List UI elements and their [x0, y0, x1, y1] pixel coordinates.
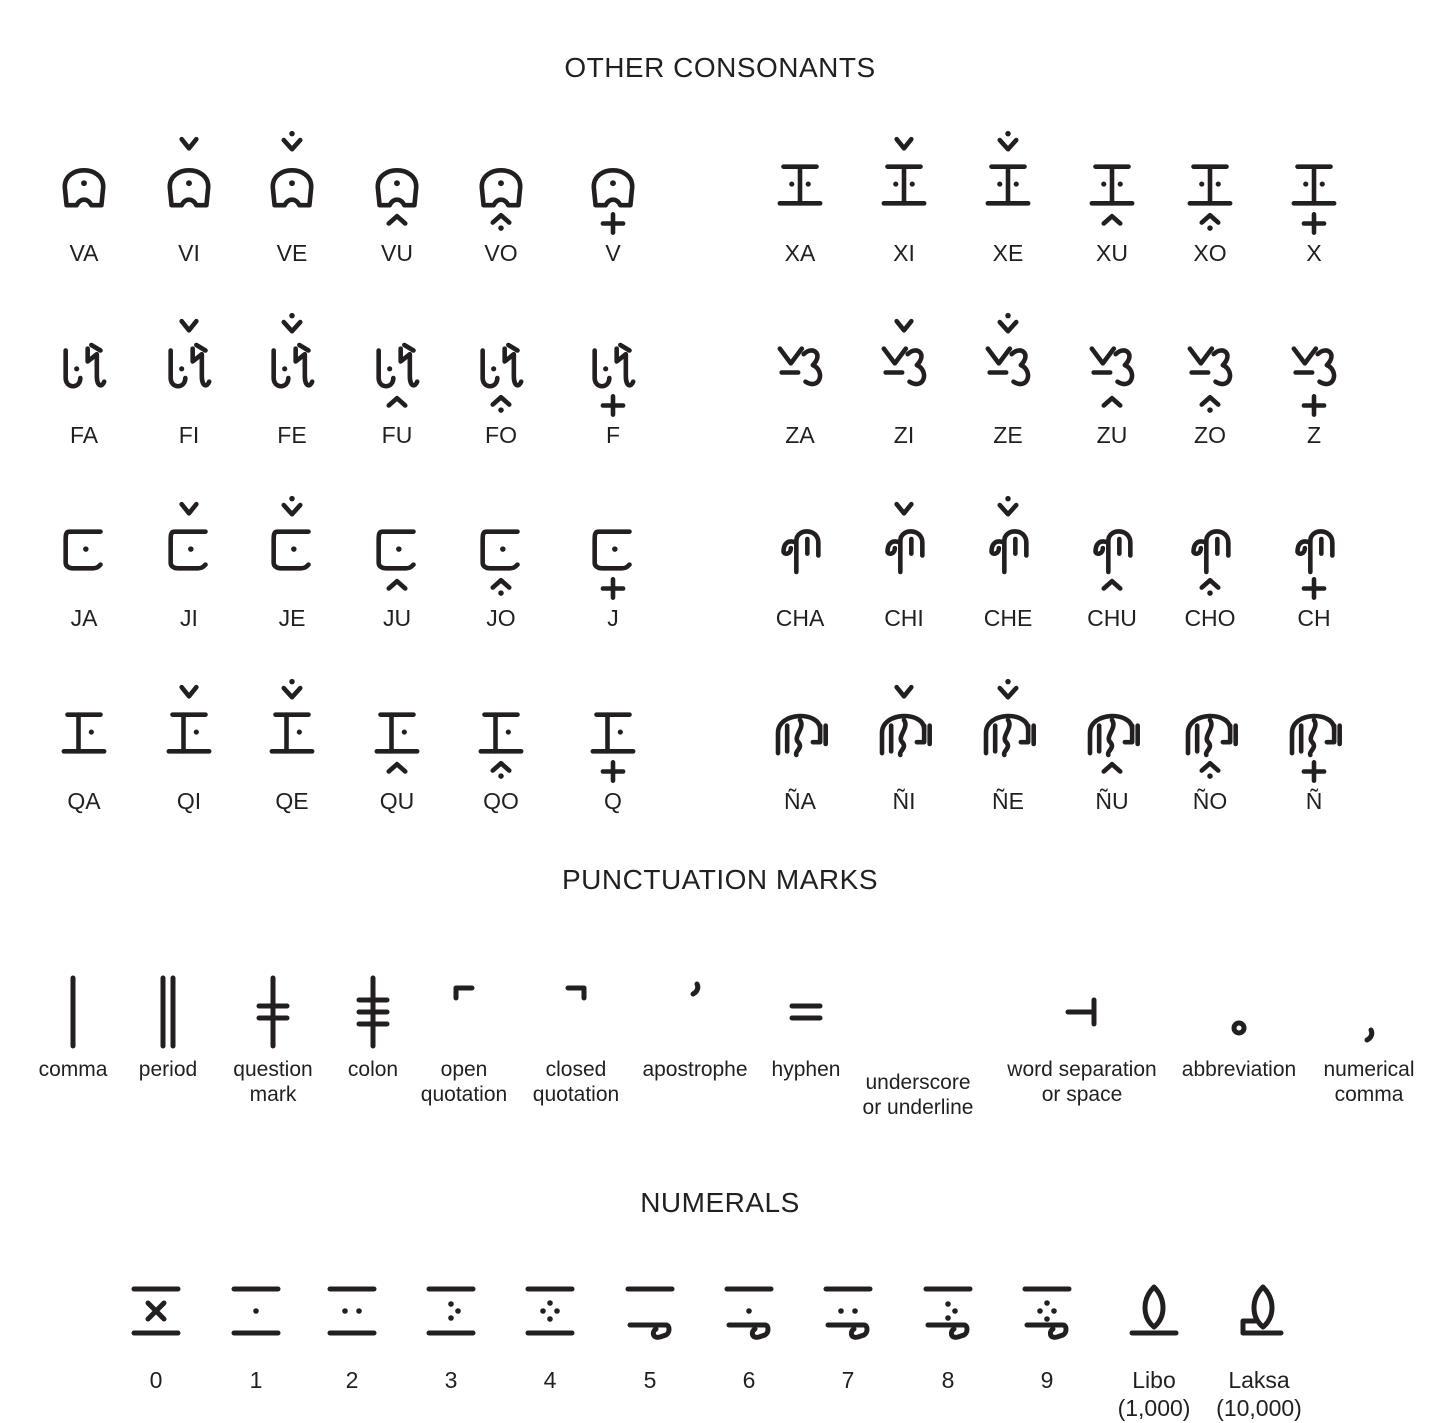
numeral-9	[987, 1276, 1107, 1394]
syllable-ze	[956, 312, 1060, 448]
cha-glyph-icon	[1274, 495, 1354, 605]
syllable-che	[956, 495, 1060, 631]
syllable-label: ZI	[893, 422, 915, 448]
syllable-chu	[1060, 495, 1164, 631]
punctuation-label-text: apostrophe	[642, 1058, 748, 1081]
za-glyph-icon	[1274, 312, 1354, 422]
punctuation-item	[997, 970, 1167, 1059]
punctuation-label-text: open quotation	[420, 1058, 508, 1106]
syllable-xu	[1060, 130, 1164, 266]
syllable-cho	[1158, 495, 1262, 631]
consonants-title: OTHER CONSONANTS	[564, 52, 876, 83]
numeral-glyph-icon	[515, 1276, 585, 1346]
va-glyph-icon	[573, 130, 653, 240]
numerals-title: NUMERALS	[640, 1187, 800, 1218]
qa-glyph-icon	[44, 678, 124, 788]
ja-glyph-icon	[573, 495, 653, 605]
syllable-ñ	[1262, 678, 1366, 814]
syllable-ve	[240, 130, 344, 266]
syllable-label: QE	[275, 788, 309, 814]
syllable-label: QO	[483, 788, 519, 814]
numeral-glyph-icon	[121, 1276, 191, 1346]
ja-glyph-icon	[461, 495, 541, 605]
syllable-label: FA	[69, 422, 99, 448]
blank-icon	[878, 970, 958, 1054]
xa-glyph-icon	[1170, 130, 1250, 240]
syllable-ñe	[956, 678, 1060, 814]
syllable-label: XI	[893, 240, 915, 266]
punctuation-label-text: hyphen	[771, 1058, 841, 1081]
syllable-qu	[345, 678, 449, 814]
punctuation-label	[997, 1057, 1167, 1107]
syllable-label: QU	[379, 788, 415, 814]
syllable-label: JO	[486, 605, 516, 631]
syllable-za	[748, 312, 852, 448]
fa-glyph-icon	[573, 312, 653, 422]
syllable-label: ÑE	[992, 788, 1024, 814]
syllable-fo	[449, 312, 553, 448]
xa-glyph-icon	[1072, 130, 1152, 240]
za-glyph-icon	[1072, 312, 1152, 422]
syllable-ñu	[1060, 678, 1164, 814]
syllable-xe	[956, 130, 1060, 266]
nya-glyph-icon	[968, 678, 1048, 788]
syllable-v	[561, 130, 665, 266]
syllable-label: Q	[604, 788, 622, 814]
syllable-label: FE	[277, 422, 307, 448]
syllable-label: ZA	[785, 422, 815, 448]
numeral-glyph-icon	[221, 1276, 291, 1346]
syllable-zi	[852, 312, 956, 448]
numeral-label: 8	[941, 1367, 955, 1393]
syllable-fu	[345, 312, 449, 448]
syllable-xi	[852, 130, 956, 266]
za-glyph-icon	[1170, 312, 1250, 422]
syllable-qi	[137, 678, 241, 814]
syllable-f	[561, 312, 665, 448]
syllable-label: ZE	[993, 422, 1023, 448]
numeral-glyph-icon	[615, 1276, 685, 1346]
fa-glyph-icon	[252, 312, 332, 422]
syllable-label: JE	[278, 605, 306, 631]
qa-glyph-icon	[149, 678, 229, 788]
va-glyph-icon	[149, 130, 229, 240]
va-glyph-icon	[44, 130, 124, 240]
ja-glyph-icon	[252, 495, 332, 605]
syllable-ñi	[852, 678, 956, 814]
numeral-label: 7	[841, 1367, 855, 1393]
syllable-zo	[1158, 312, 1262, 448]
syllable-ña	[748, 678, 852, 814]
numeral-glyph-icon	[1119, 1276, 1189, 1346]
numeral-label: 2	[345, 1367, 359, 1393]
punctuation-label-text: period	[138, 1058, 198, 1081]
syllable-q	[561, 678, 665, 814]
syllable-cha	[748, 495, 852, 631]
syllable-label: V	[605, 240, 621, 266]
punctuation-label	[833, 1070, 1003, 1120]
numeral-glyph-icon	[714, 1276, 784, 1346]
numeral-glyph-icon	[913, 1276, 983, 1346]
numeral-glyph-icon	[317, 1276, 387, 1346]
va-glyph-icon	[461, 130, 541, 240]
syllable-label: ÑI	[892, 788, 916, 814]
syllable-label: JU	[382, 605, 412, 631]
numeral-glyph-icon	[1224, 1276, 1294, 1346]
syllable-vi	[137, 130, 241, 266]
syllable-label: ÑU	[1095, 788, 1129, 814]
numeral-label: 1	[249, 1367, 263, 1393]
syllable-label: Z	[1306, 422, 1322, 448]
tee-icon	[1042, 970, 1122, 1054]
syllable-label: XU	[1096, 240, 1128, 266]
ring-icon	[1199, 970, 1279, 1054]
syllable-label: CHI	[884, 605, 924, 631]
numeral-label: 5	[643, 1367, 657, 1393]
fa-glyph-icon	[149, 312, 229, 422]
numeral-glyph-icon	[416, 1276, 486, 1346]
za-glyph-icon	[968, 312, 1048, 422]
syllable-label: JI	[180, 605, 198, 631]
qa-glyph-icon	[461, 678, 541, 788]
fa-glyph-icon	[44, 312, 124, 422]
syllable-label: VO	[484, 240, 518, 266]
syllable-label: VU	[381, 240, 413, 266]
syllable-fa	[32, 312, 136, 448]
cha-glyph-icon	[1170, 495, 1250, 605]
syllable-xa	[748, 130, 852, 266]
syllable-label: JA	[70, 605, 98, 631]
punctuation-label-text: abbreviation	[1181, 1058, 1297, 1081]
syllable-label: F	[605, 422, 621, 448]
numeral-11	[1199, 1276, 1319, 1422]
syllable-label: CHA	[775, 605, 825, 631]
nya-glyph-icon	[864, 678, 944, 788]
numeral-label: 0	[149, 1367, 163, 1393]
punctuation-label-text: colon	[347, 1058, 399, 1081]
numeral-label: Libo (1,000)	[1117, 1367, 1191, 1421]
punctuation-label-text: numerical comma	[1323, 1058, 1415, 1106]
cha-glyph-icon	[1072, 495, 1152, 605]
syllable-ño	[1158, 678, 1262, 814]
syllable-ji	[137, 495, 241, 631]
syllable-label: VI	[178, 240, 200, 266]
numeral-label: 3	[444, 1367, 458, 1393]
syllable-ju	[345, 495, 449, 631]
qa-glyph-icon	[357, 678, 437, 788]
punctuation-label-text: underscore or underline	[862, 1071, 974, 1119]
syllable-fi	[137, 312, 241, 448]
cha-glyph-icon	[760, 495, 840, 605]
syllable-label: FI	[178, 422, 200, 448]
syllable-je	[240, 495, 344, 631]
xa-glyph-icon	[1274, 130, 1354, 240]
syllable-label: XE	[992, 240, 1024, 266]
closed-corner-icon	[536, 970, 616, 1054]
qa-glyph-icon	[252, 678, 332, 788]
qa-glyph-icon	[573, 678, 653, 788]
nya-glyph-icon	[1274, 678, 1354, 788]
syllable-chi	[852, 495, 956, 631]
numeral-label: 4	[543, 1367, 557, 1393]
syllable-label: XO	[1193, 240, 1227, 266]
syllable-label: CHU	[1087, 605, 1137, 631]
syllable-ch	[1262, 495, 1366, 631]
syllable-label: ÑO	[1192, 788, 1228, 814]
syllable-x	[1262, 130, 1366, 266]
syllable-label: Ñ	[1305, 788, 1323, 814]
syllable-label: J	[607, 605, 619, 631]
syllable-label: VE	[276, 240, 308, 266]
syllable-fe	[240, 312, 344, 448]
xa-glyph-icon	[968, 130, 1048, 240]
syllable-label: ÑA	[784, 788, 816, 814]
syllable-label: ZU	[1096, 422, 1128, 448]
syllable-label: FU	[381, 422, 413, 448]
syllable-zu	[1060, 312, 1164, 448]
syllable-xo	[1158, 130, 1262, 266]
numeral-label: 9	[1040, 1367, 1054, 1393]
syllable-label: CHE	[983, 605, 1033, 631]
syllable-label: CH	[1297, 605, 1331, 631]
numeral-10	[1094, 1276, 1214, 1422]
punctuation-item	[1284, 970, 1440, 1059]
punctuation-label-text: comma	[38, 1058, 108, 1081]
syllable-z	[1262, 312, 1366, 448]
numeral-label: 6	[742, 1367, 756, 1393]
syllable-ja	[32, 495, 136, 631]
ja-glyph-icon	[44, 495, 124, 605]
syllable-label: ZO	[1194, 422, 1226, 448]
syllable-qo	[449, 678, 553, 814]
syllable-label: QI	[176, 788, 202, 814]
xa-glyph-icon	[760, 130, 840, 240]
syllable-label: CHO	[1184, 605, 1236, 631]
fa-glyph-icon	[357, 312, 437, 422]
syllable-qa	[32, 678, 136, 814]
za-glyph-icon	[760, 312, 840, 422]
syllable-vo	[449, 130, 553, 266]
syllable-label: VA	[69, 240, 99, 266]
syllable-label: X	[1306, 240, 1322, 266]
numeral-glyph-icon	[813, 1276, 883, 1346]
ja-glyph-icon	[149, 495, 229, 605]
fa-glyph-icon	[461, 312, 541, 422]
syllable-jo	[449, 495, 553, 631]
numeral-glyph-icon	[1012, 1276, 1082, 1346]
nya-glyph-icon	[760, 678, 840, 788]
syllable-va	[32, 130, 136, 266]
syllable-label: FO	[485, 422, 517, 448]
cha-glyph-icon	[968, 495, 1048, 605]
nya-glyph-icon	[1072, 678, 1152, 788]
va-glyph-icon	[252, 130, 332, 240]
punctuation-item	[833, 970, 1003, 1059]
punctuation-title: PUNCTUATION MARKS	[562, 864, 878, 895]
punctuation-label-text: word separation or space	[1007, 1058, 1157, 1106]
xa-glyph-icon	[864, 130, 944, 240]
syllable-j	[561, 495, 665, 631]
punctuation-label-text: closed quotation	[532, 1058, 620, 1106]
syllable-label: XA	[784, 240, 816, 266]
cha-glyph-icon	[864, 495, 944, 605]
va-glyph-icon	[357, 130, 437, 240]
ja-glyph-icon	[357, 495, 437, 605]
numeral-label: Laksa (10,000)	[1216, 1367, 1302, 1421]
comma-icon	[1329, 970, 1409, 1054]
nya-glyph-icon	[1170, 678, 1250, 788]
za-glyph-icon	[864, 312, 944, 422]
punctuation-label	[1284, 1057, 1440, 1107]
syllable-vu	[345, 130, 449, 266]
punctuation-label-text: question mark	[233, 1058, 313, 1106]
syllable-label: QA	[67, 788, 101, 814]
syllable-qe	[240, 678, 344, 814]
